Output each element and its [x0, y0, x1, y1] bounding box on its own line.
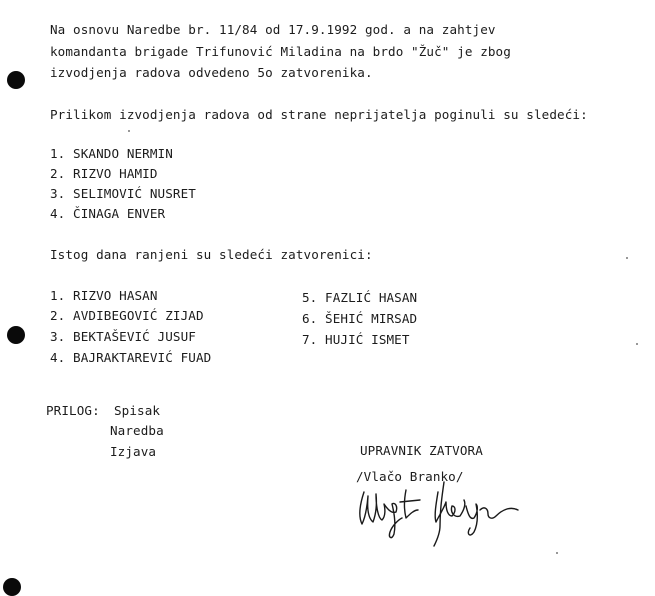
- wounded-list-item: 4. BAJRAKTAREVIĆ FUAD: [50, 350, 212, 365]
- killed-list-item: 4. ČINAGA ENVER: [50, 206, 166, 221]
- scan-speck: [636, 343, 638, 345]
- wounded-list-item: 3. BEKTAŠEVIĆ JUSUF: [50, 329, 196, 344]
- killed-list-item: 3. SELIMOVIĆ NUSRET: [50, 186, 196, 201]
- killed-heading: Prilikom izvodjenja radova od strane neprijatelja poginuli su sledeći:: [50, 107, 588, 122]
- wounded-list-item: 1. RIZVO HASAN: [50, 288, 158, 303]
- wounded-heading: Istog dana ranjeni su sledeći zatvorenici:: [50, 247, 373, 262]
- scan-speck: [556, 552, 558, 554]
- attachment-item: Naredba: [110, 423, 164, 438]
- handwritten-signature: [340, 470, 530, 550]
- wounded-list-item: 6. ŠEHIĆ MIRSAD: [302, 311, 418, 326]
- killed-list-item: 2. RIZVO HAMID: [50, 166, 158, 181]
- wounded-list-item: 2. AVDIBEGOVIĆ ZIJAD: [50, 308, 204, 323]
- wounded-list-item: 7. HUJIĆ ISMET: [302, 332, 410, 347]
- killed-list-item: 1. SKANDO NERMIN: [50, 146, 173, 161]
- intro-line-1: Na osnovu Naredbe br. 11/84 od 17.9.1992 god. a na zahtjev: [50, 22, 496, 37]
- punch-hole-middle: [7, 326, 25, 344]
- signatory-name: /Vlačo Branko/: [356, 469, 464, 484]
- scan-speck: [128, 130, 130, 132]
- punch-hole-bottom: [3, 578, 21, 596]
- punch-hole-top: [7, 71, 25, 89]
- signatory-title: UPRAVNIK ZATVORA: [360, 443, 483, 458]
- scan-speck: [626, 257, 628, 259]
- wounded-list-item: 5. FAZLIĆ HASAN: [302, 290, 418, 305]
- attachment-item: Spisak: [114, 403, 161, 418]
- attachments-label: PRILOG:: [46, 403, 100, 418]
- intro-line-2: komandanta brigade Trifunović Miladina na brdo "Žuč" je zbog: [50, 44, 511, 59]
- intro-line-3: izvodjenja radova odvedeno 5o zatvorenika.: [50, 65, 373, 80]
- attachment-item: Izjava: [110, 444, 157, 459]
